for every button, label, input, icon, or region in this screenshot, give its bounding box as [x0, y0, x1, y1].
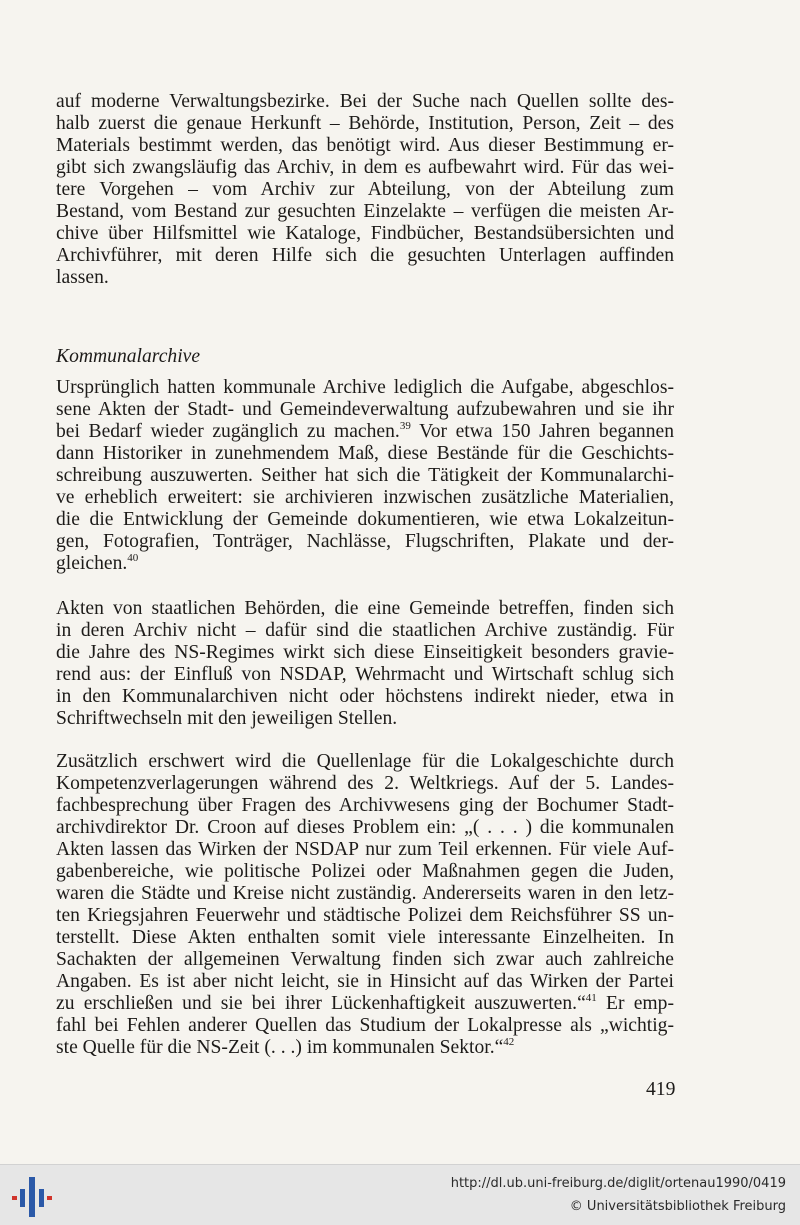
logo-bar-blue	[20, 1189, 25, 1207]
line-text: Er emp-	[596, 993, 674, 1014]
paragraph-line: gen, Fotografien, Tonträger, Nachlässe, Flugschriften, Plakate und der-	[56, 531, 674, 552]
paragraph-line: in den Kommunalarchiven nicht oder höchstens indirekt nieder, etwa in	[56, 686, 674, 707]
footer-bar	[0, 1164, 800, 1225]
paragraph-line: gibt sich zwangsläufig das Archiv, in dem es aufbewahrt wird. Für das wei-	[56, 157, 674, 178]
paragraph-line: terstellt. Diese Akten enthalten somit viele interessante Einzelheiten. In	[56, 927, 674, 948]
line-text: Vor etwa 150 Jahren begannen	[410, 421, 674, 442]
logo-bar-blue	[39, 1189, 44, 1207]
paragraph-3	[56, 598, 674, 730]
paragraph-line: fahl bei Fehlen anderer Quellen das Studium der Lokalpresse als „wichtig-	[56, 1015, 674, 1036]
paragraph-line: Archivführer, mit deren Hilfe sich die gesuchten Unterlagen auffinden	[56, 245, 674, 266]
logo-dash-red	[47, 1196, 52, 1200]
footnote-marker: 41	[585, 992, 597, 1004]
paragraph-line: Zusätzlich erschwert wird die Quellenlage für die Lokalgeschichte durch	[56, 751, 674, 772]
footnote-marker: 40	[127, 552, 139, 564]
paragraph-line: dann Historiker in zunehmendem Maß, diese Bestände für die Geschichts-	[56, 443, 674, 464]
paragraph-line: Angaben. Es ist aber nicht leicht, sie in Hinsicht auf das Wirken der Partei	[56, 971, 674, 992]
paragraph-line: schreibung auszuwerten. Seither hat sich die Tätigkeit der Kommunalarchi-	[56, 465, 674, 486]
paragraph-line: auf moderne Verwaltungsbezirke. Bei der Suche nach Quellen sollte des-	[56, 91, 674, 112]
paragraph-line: Kompetenzverlagerungen während des 2. Weltkriegs. Auf der 5. Landes-	[56, 773, 674, 794]
paragraph-line: rend aus: der Einfluß von NSDAP, Wehrmacht und Wirtschaft schlug sich	[56, 664, 674, 685]
paragraph-1	[56, 91, 674, 289]
logo-bar-blue	[29, 1177, 35, 1217]
paragraph-line: sene Akten der Stadt- und Gemeindeverwaltung aufzubewahren und sie ihr	[56, 399, 674, 420]
paragraph-line: Bestand, vom Bestand zur gesuchten Einzelakte – verfügen die meisten Ar-	[56, 201, 674, 222]
paragraph-line: fachbesprechung über Fragen des Archivwesens ging der Bochumer Stadt-	[56, 795, 674, 816]
footer-copyright: © Universitätsbibliothek Freiburg	[569, 1199, 786, 1214]
paragraph-line: die die Entwicklung der Gemeinde dokumentieren, wie etwa Lokalzeitun-	[56, 509, 674, 530]
paragraph-line	[56, 993, 674, 1015]
paragraph-line: Akten von staatlichen Behörden, die eine Gemeinde betreffen, finden sich	[56, 598, 674, 619]
line-text: zu erschließen und sie bei ihrer Lückenhaftigkeit auszuwerten.“	[56, 993, 586, 1014]
paragraph-line: halb zuerst die genaue Herkunft – Behörde, Institution, Person, Zeit – des	[56, 113, 674, 134]
line-text: gleichen.	[56, 553, 128, 574]
paragraph-line: gabenbereiche, wie politische Polizei oder Maßnahmen gegen die Juden,	[56, 861, 674, 882]
paragraph-line	[56, 553, 674, 575]
footer-url-link[interactable]: http://dl.ub.uni-freiburg.de/diglit/ortenau1990/0419	[450, 1176, 786, 1191]
paragraph-line: tere Vorgehen – vom Archiv zur Abteilung, von der Abteilung zum	[56, 179, 674, 200]
paragraph-line: Schriftwechseln mit den jeweiligen Stellen.	[56, 708, 398, 729]
paragraph-line: ve erheblich erweitert: sie archivieren inzwischen zusätzliche Materialien,	[56, 487, 674, 508]
paragraph-2	[56, 377, 674, 575]
paragraph-line: lassen.	[56, 267, 109, 288]
footnote-marker: 42	[503, 1036, 515, 1048]
line-text: bei Bedarf wieder zugänglich zu machen.	[56, 421, 400, 442]
footnote-marker: 39	[399, 420, 411, 432]
line-text: ste Quelle für die NS-Zeit (. . .) im kommunalen Sektor.“	[56, 1037, 504, 1058]
logo-dash-red	[12, 1196, 17, 1200]
paragraph-line: chive über Hilfsmittel wie Kataloge, Findbücher, Bestandsübersichten und	[56, 223, 674, 244]
paragraph-line: Materials bestimmt werden, das benötigt wird. Aus dieser Bestimmung er-	[56, 135, 674, 156]
paragraph-line: Ursprünglich hatten kommunale Archive lediglich die Aufgabe, abgeschlos-	[56, 377, 674, 398]
paragraph-line: Akten lassen das Wirken der NSDAP nur zum Teil erkennen. Für viele Auf-	[56, 839, 674, 860]
paragraph-line	[56, 421, 674, 443]
page-number: 419	[646, 1079, 676, 1100]
paragraph-line: waren die Städte und Kreise nicht zuständig. Andererseits waren in den letz-	[56, 883, 674, 904]
paragraph-line: in deren Archiv nicht – dafür sind die staatlichen Archive zuständig. Für	[56, 620, 674, 641]
library-logo-icon	[12, 1175, 52, 1219]
paragraph-line	[56, 1037, 674, 1059]
paragraph-line: archivdirektor Dr. Croon auf dieses Problem ein: „( . . . ) die kommunalen	[56, 817, 674, 838]
section-heading: Kommunalarchive	[56, 346, 201, 367]
paragraph-line: die Jahre des NS-Regimes wirkt sich diese Einseitigkeit besonders gravie-	[56, 642, 674, 663]
paragraph-line: ten Kriegsjahren Feuerwehr und städtische Polizei dem Reichsführer SS un-	[56, 905, 674, 926]
paragraph-line: Sachakten der allgemeinen Verwaltung finden sich zwar auch zahlreiche	[56, 949, 674, 970]
paragraph-4	[56, 751, 674, 1059]
